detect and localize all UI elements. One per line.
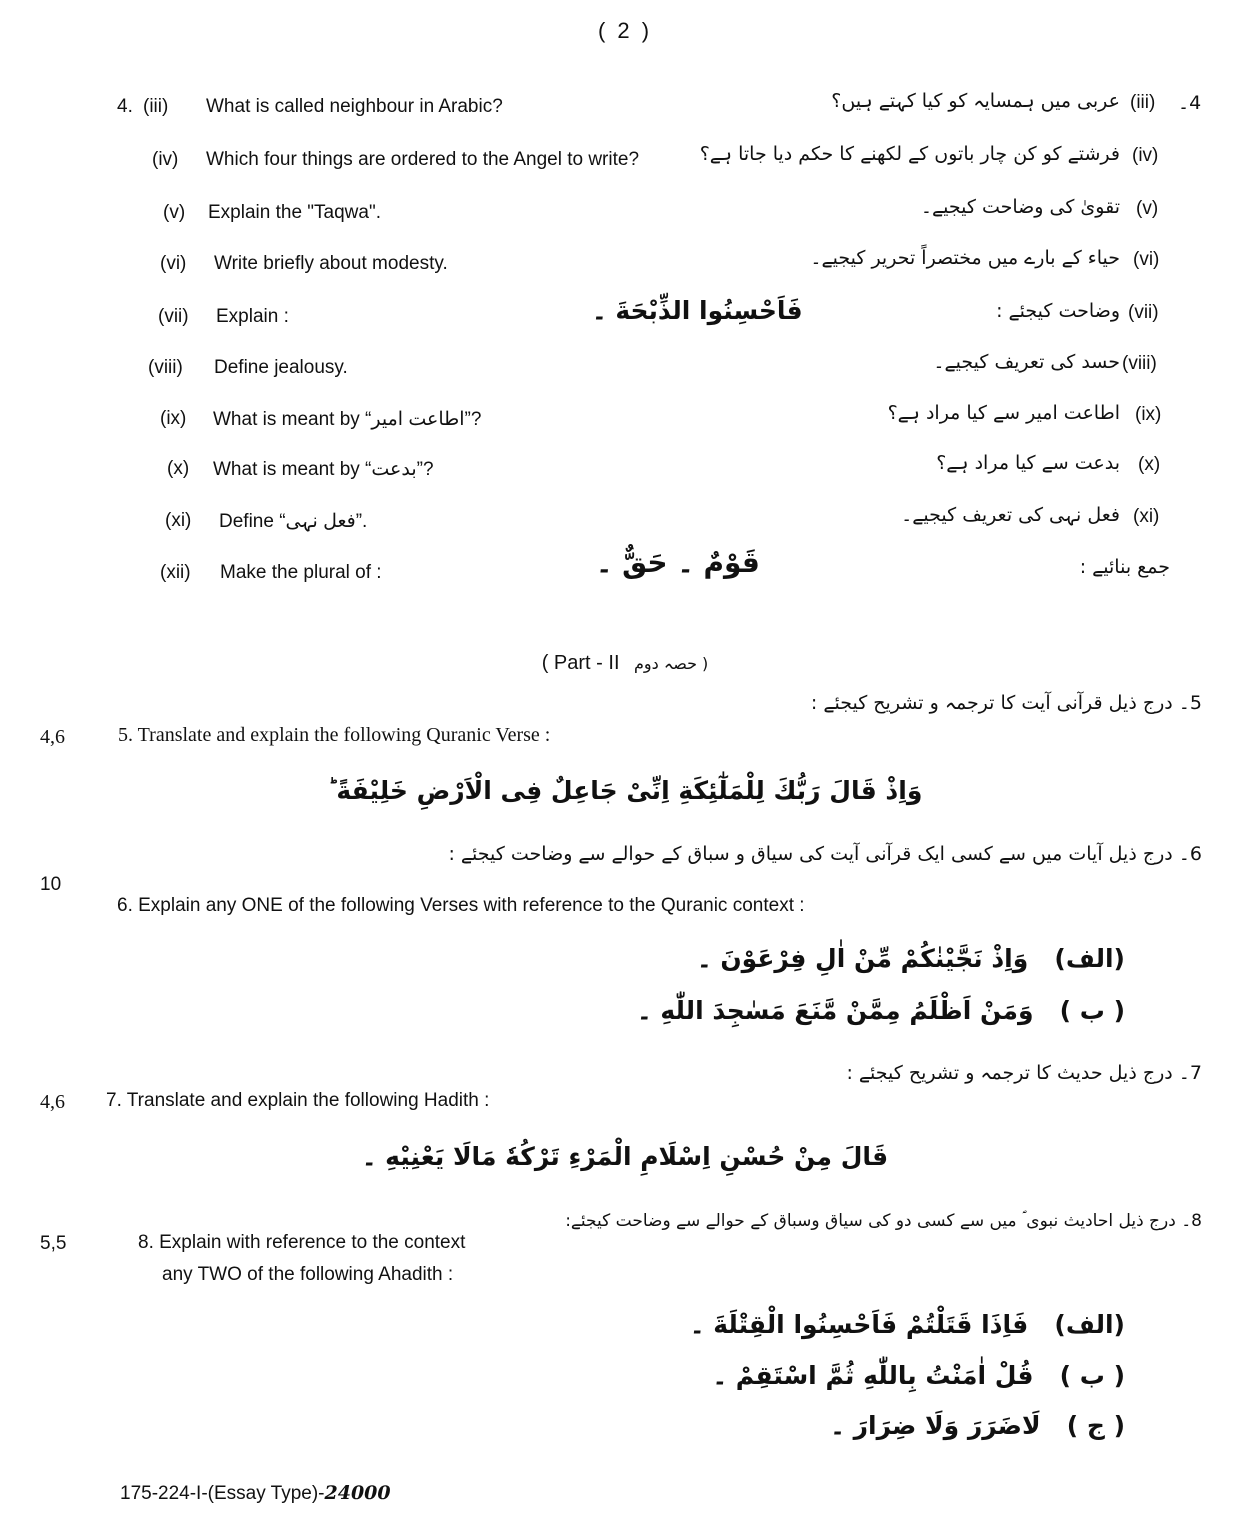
item-english: Which four things are ordered to the Angel to write? xyxy=(206,149,640,170)
item-english: What is meant by “بدعت”? xyxy=(213,459,434,480)
q8-option xyxy=(830,1411,1125,1440)
footer-code xyxy=(120,1482,391,1505)
item-number-urdu-side: (iii) xyxy=(1130,92,1156,113)
option-label: ( ب ) xyxy=(1059,1361,1125,1390)
item-number-urdu-side: (xi) xyxy=(1133,506,1160,527)
item-number: (iv) xyxy=(152,149,179,170)
item-urdu: تقویٰ کی وضاحت کیجیے۔ xyxy=(920,196,1120,218)
paper-code: 175-224-I-(Essay Type)- xyxy=(120,1483,325,1504)
q8-marks: 5,5 xyxy=(40,1233,67,1254)
print-count: 24000 xyxy=(324,1482,391,1504)
item-arabic: فَاَحْسِنُوا الذِّبْحَةَ ۔ xyxy=(592,296,803,325)
part-two-heading xyxy=(0,652,1250,675)
q6-option xyxy=(697,944,1125,973)
q6-english: 6. Explain any ONE of the following Verses with reference to the Quranic context : xyxy=(117,895,805,916)
option-label: (الف) xyxy=(1054,944,1125,973)
item-arabic: قَوْمٌ ۔ حَقٌّ ۔ xyxy=(596,546,760,579)
item-number-urdu-side: (x) xyxy=(1138,454,1161,475)
item-number: (ix) xyxy=(160,408,187,429)
option-text: قُلْ اٰمَنْتُ بِاللّٰهِ ثُمَّ اسْتَقِمْ ۔ xyxy=(712,1361,1034,1390)
part-two-english: ( Part - II xyxy=(541,652,620,674)
item-urdu: اطاعت امیر سے کیا مراد ہے؟ xyxy=(887,402,1120,424)
item-number-urdu-side: (ix) xyxy=(1135,404,1162,425)
item-english: Write briefly about modesty. xyxy=(214,253,448,274)
part-two-urdu: حصہ دوم ) xyxy=(633,654,709,673)
q5-verse: وَاِذْ قَالَ رَبُّكَ لِلْمَلٰٓئِكَةِ اِنِّیْ جَاعِلٌ فِی الْاَرْضِ خَلِیْفَةً ؕ xyxy=(327,776,923,805)
q8-urdu: 8۔ درج ذیل احادیث نبوی ؐ میں سے کسی دو کی سیاق وسباق کے حوالے سے وضاحت کیجئے: xyxy=(565,1211,1202,1231)
option-text: فَاِذَا قَتَلْتُمْ فَاَحْسِنُوا الْقِتْلَةَ ۔ xyxy=(689,1310,1029,1339)
q6-option xyxy=(637,996,1125,1025)
item-english: What is called neighbour in Arabic? xyxy=(206,96,503,117)
q7-urdu: 7۔ درج ذیل حدیث کا ترجمہ و تشریح کیجئے : xyxy=(846,1062,1202,1084)
q8-option xyxy=(690,1310,1125,1339)
option-label: ( ج ) xyxy=(1066,1411,1125,1440)
item-urdu: حسد کی تعریف کیجیے۔ xyxy=(933,351,1120,373)
item-english: Explain : xyxy=(216,306,289,327)
q4-number: 4. xyxy=(117,96,133,117)
q5-marks: 4,6 xyxy=(40,726,65,748)
item-number: (vi) xyxy=(160,253,187,274)
option-text: وَمَنْ اَظْلَمُ مِمَّنْ مَّنَعَ مَسٰجِدَ اللّٰهِ ۔ xyxy=(636,996,1034,1025)
option-label: (الف) xyxy=(1054,1310,1125,1339)
item-urdu: عربی میں ہمسایہ کو کیا کہتے ہیں؟ xyxy=(831,90,1120,112)
q6-urdu: 6۔ درج ذیل آیات میں سے کسی ایک قرآنی آیت کی سیاق و سباق کے حوالے سے وضاحت کیجئے : xyxy=(448,843,1202,865)
q7-hadith: قَالَ مِنْ حُسْنِ اِسْلَامِ الْمَرْءِ تَرْكُهٗ مَالَا یَعْنِیْهِ ۔ xyxy=(361,1142,889,1171)
q5-urdu: 5۔ درج ذیل قرآنی آیت کا ترجمہ و تشریح کیجئے : xyxy=(810,692,1202,714)
item-english: Define jealousy. xyxy=(214,357,348,378)
item-english: What is meant by “اطاعت امیر”? xyxy=(213,409,482,430)
item-urdu: حیاء کے بارے میں مختصراً تحریر کیجیے۔ xyxy=(810,247,1120,269)
option-text: لَاضَرَرَ وَلَا ضِرَارَ ۔ xyxy=(830,1411,1041,1440)
q6-marks: 10 xyxy=(40,874,62,895)
item-urdu: وضاحت کیجئے : xyxy=(996,300,1120,322)
item-english: Define “فعل نہی”. xyxy=(219,511,368,532)
item-number-urdu-side: (iv) xyxy=(1132,145,1159,166)
item-urdu: بدعت سے کیا مراد ہے؟ xyxy=(936,452,1120,474)
q8-option xyxy=(712,1361,1125,1390)
item-number: (xii) xyxy=(160,562,191,583)
q5-english: 5. Translate and explain the following Quranic Verse : xyxy=(118,724,551,746)
item-urdu: جمع بنائیے : xyxy=(1079,556,1170,578)
page-number: ( 2 ) xyxy=(597,18,653,43)
item-number: (x) xyxy=(167,458,190,479)
option-text: وَاِذْ نَجَّیْنٰكُمْ مِّنْ اٰلِ فِرْعَوْنَ ۔ xyxy=(696,944,1029,973)
item-number: (xi) xyxy=(165,510,192,531)
item-english: Make the plural of : xyxy=(220,562,382,583)
item-number: (iii) xyxy=(143,96,169,117)
item-number-urdu-side: (vi) xyxy=(1133,249,1160,270)
item-number-urdu-side: (viii) xyxy=(1122,353,1157,374)
q8-english-line1: 8. Explain with reference to the context xyxy=(138,1232,466,1253)
q7-english: 7. Translate and explain the following Hadith : xyxy=(106,1090,490,1111)
q8-english-line2: any TWO of the following Ahadith : xyxy=(162,1264,454,1285)
q7-marks: 4,6 xyxy=(40,1091,65,1113)
item-number: (vii) xyxy=(158,306,189,327)
q4-urdu-number: 4۔ xyxy=(1178,92,1202,114)
item-english: Explain the "Taqwa". xyxy=(208,202,381,223)
item-number: (v) xyxy=(163,202,186,223)
item-urdu: فرشتے کو کن چار باتوں کے لکھنے کا حکم دیا جاتا ہے؟ xyxy=(699,143,1120,165)
item-number-urdu-side: (vii) xyxy=(1128,302,1159,323)
option-label: ( ب ) xyxy=(1059,996,1125,1025)
item-number: (viii) xyxy=(148,357,183,378)
item-urdu: فعل نہی کی تعریف کیجیے۔ xyxy=(901,504,1120,526)
item-number-urdu-side: (v) xyxy=(1136,198,1159,219)
